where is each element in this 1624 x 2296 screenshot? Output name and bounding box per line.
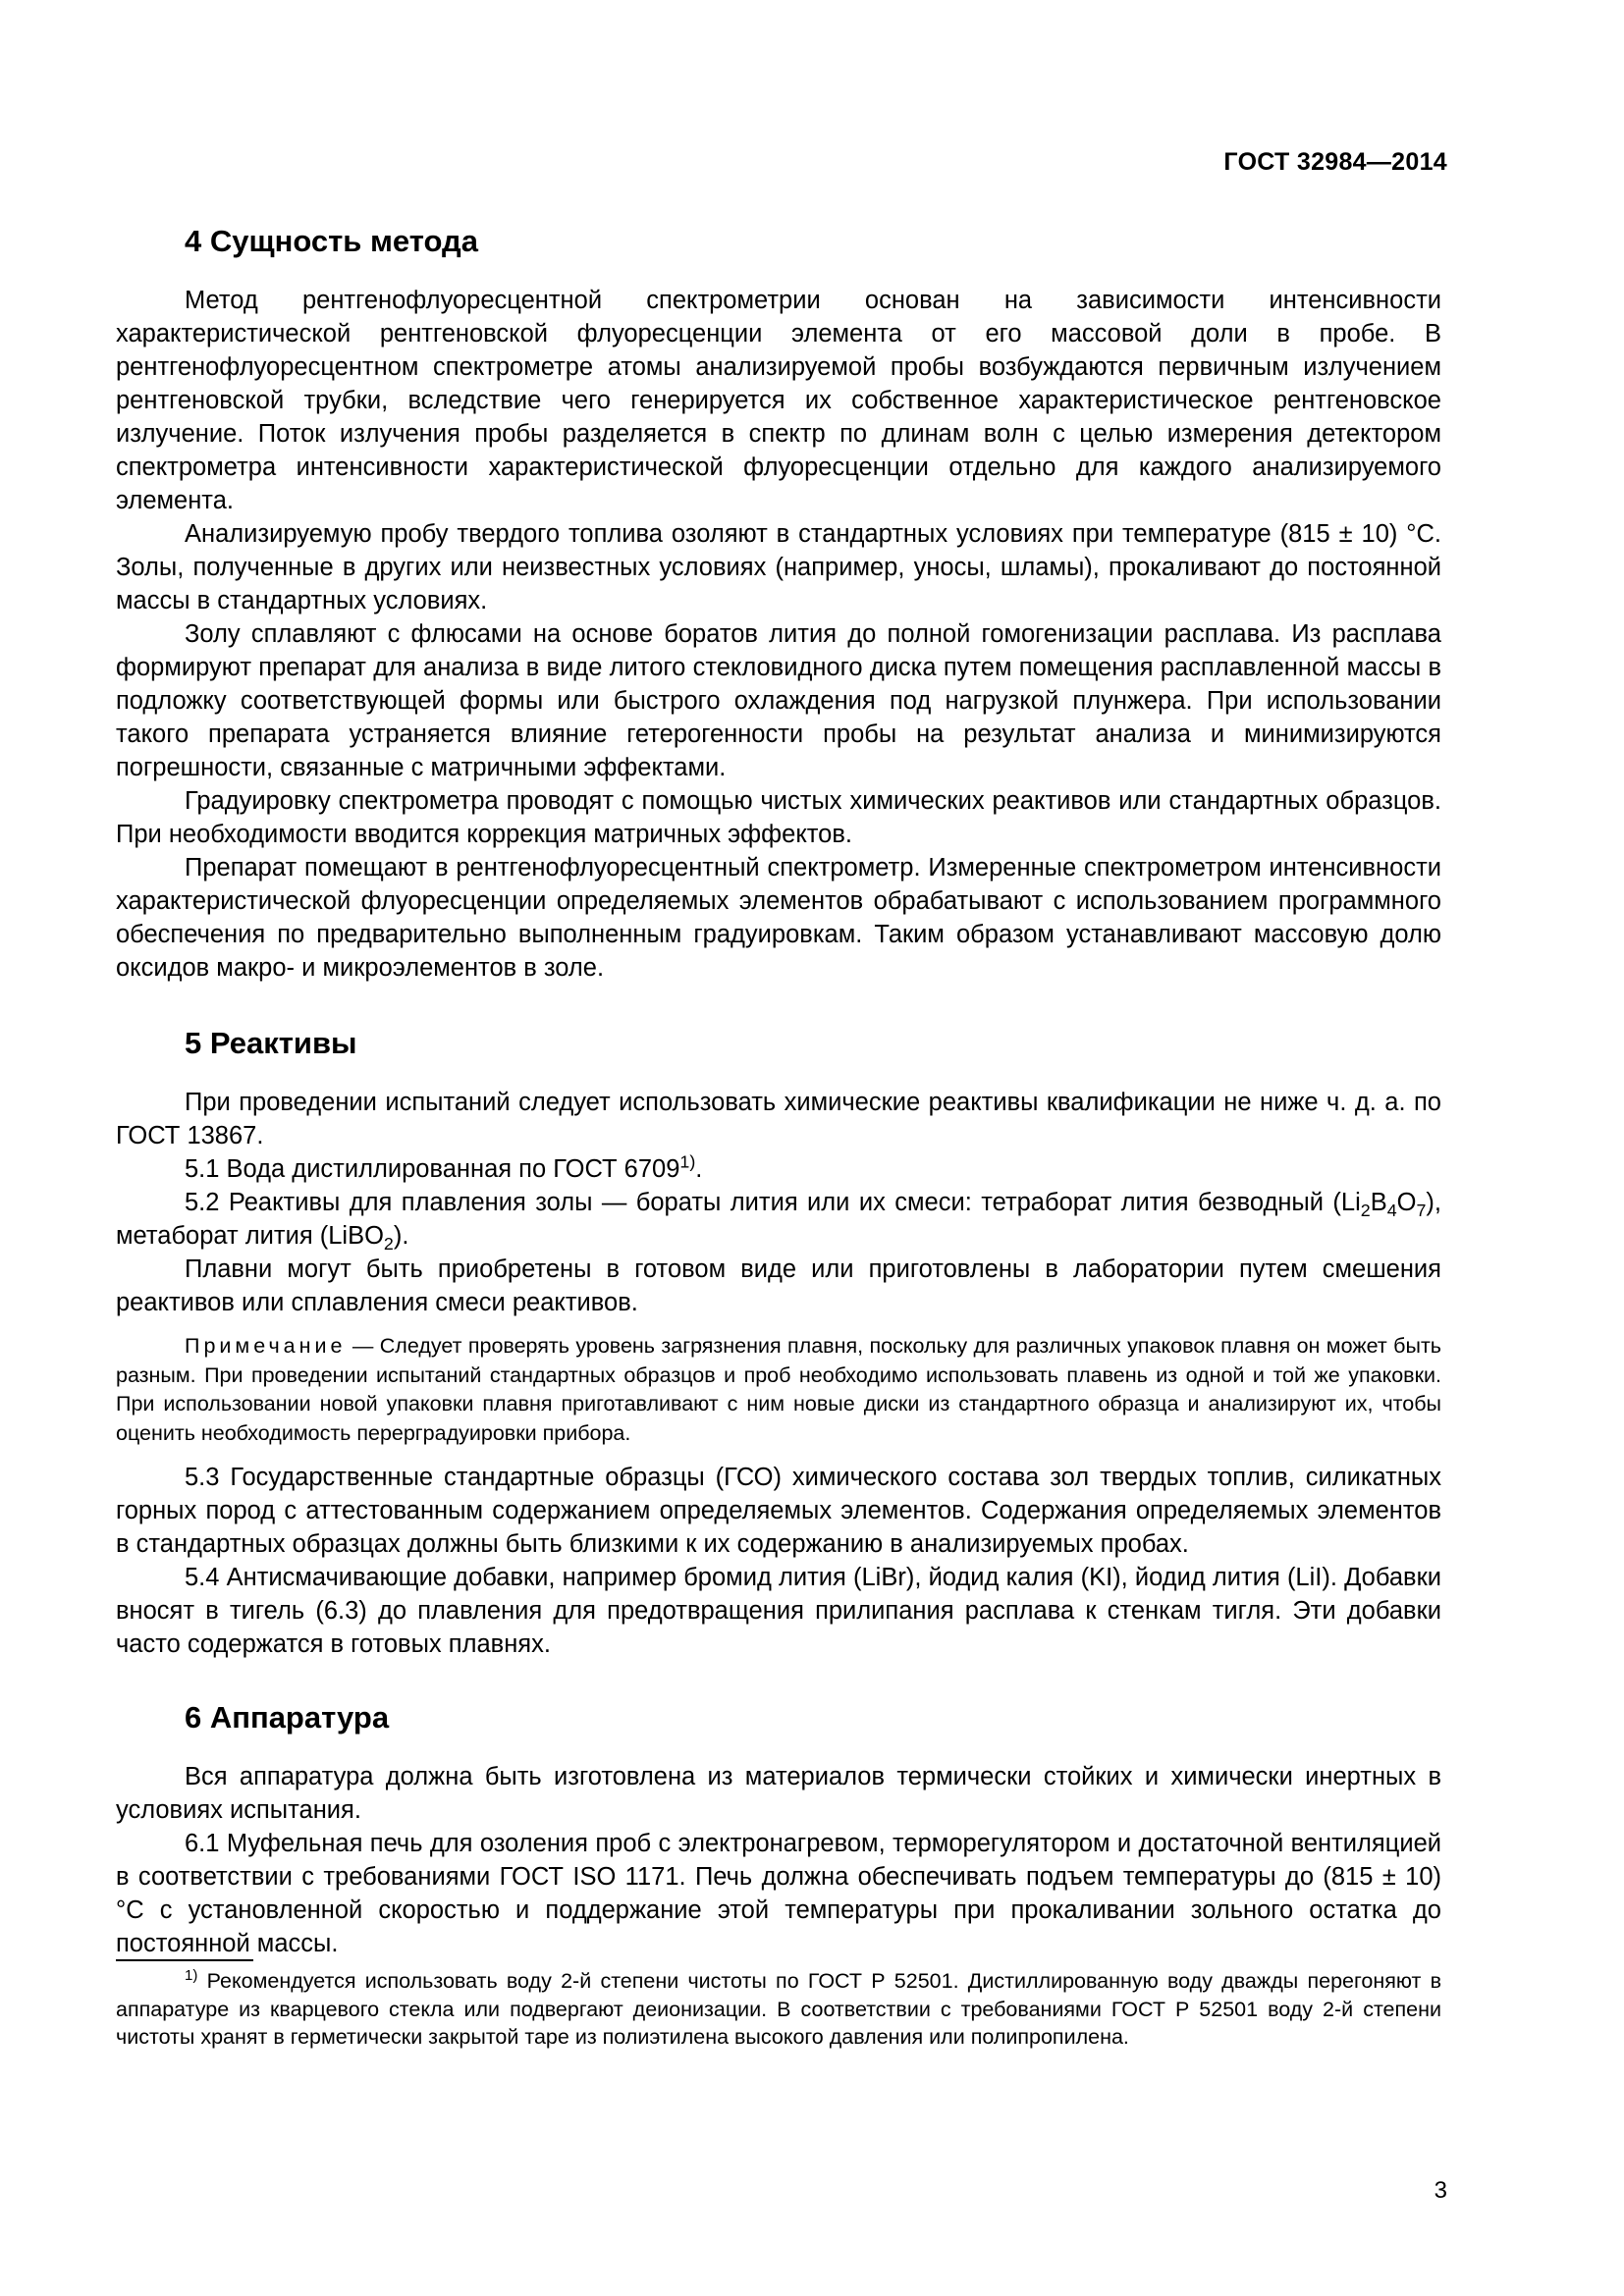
note-label: Примечание <box>185 1334 347 1358</box>
item-5-4: 5.4 Антисмачивающие добавки, например бромид лития (LiBr), йодид калия (KI), йодид лития (LiI). Добавки вносят в тигель (6.3) до плавления для предотвращения прилипания расплава к стенкам тигля. Эти добавки часто содержатся в готовых плавнях. <box>116 1564 1441 1658</box>
document-code-header: ГОСТ 32984—2014 <box>1223 148 1447 176</box>
section-4-paragraph-3: Золу сплавляют с флюсами на основе боратов лития до полной гомогенизации расплава. Из расплава формируют препарат для анализа в виде литого стекловидного диска путем помещения расплавленной массы в подложку соответствующей формы или быстрого охлаждения под нагрузкой плунжера. При использовании такого препарата устраняется влияние гетерогенности пробы на результат анализа и минимизируются погрешности, связанные с матричными эффектами. <box>116 620 1441 781</box>
page-number: 3 <box>1434 2177 1447 2204</box>
main-content <box>116 222 1441 1960</box>
footnote-1 <box>116 1967 1441 2052</box>
subscript: 7 <box>1416 1201 1427 1221</box>
subscript: 4 <box>1386 1201 1397 1221</box>
footnotes-area <box>116 1959 1441 2052</box>
footnote-divider <box>116 1959 253 1961</box>
item-5-1-text: 5.1 Вода дистиллированная по ГОСТ 6709 <box>185 1155 680 1183</box>
item-6-1: 6.1 Муфельная печь для озоления проб с электронагревом, терморегулятором и достаточной вентиляцией в соответствии с требованиями ГОСТ ISO 1171. Печь должна обеспечивать подъем температуры до (815 ± 10) °С с установленной скоростью и поддержание этой температуры при прокаливании зольного остатка до постоянной массы. <box>116 1830 1441 1957</box>
fluxes-paragraph: Плавни могут быть приобретены в готовом виде или приготовлены в лаборатории путем смешения реактивов или сплавления смеси реактивов. <box>116 1255 1441 1316</box>
item-5-1 <box>116 1152 1441 1186</box>
item-5-1-end: . <box>695 1155 703 1183</box>
section-4-paragraph-5: Препарат помещают в рентгенофлуоресцентный спектрометр. Измеренные спектрометром интенсивности характеристической флуоресценции определяемых элементов обрабатывают с использованием программного обеспечения по предварительно выполненным градуировкам. Таким образом устанавливают массовую долю оксидов макро- и микроэлементов в золе. <box>116 854 1441 982</box>
subscript: 2 <box>383 1234 394 1255</box>
section-5-intro: При проведении испытаний следует использовать химические реактивы квалификации не ниже ч. д. а. по ГОСТ 13867. <box>116 1089 1441 1149</box>
section-6-heading: 6 Аппаратура <box>185 1700 390 1735</box>
section-4-paragraph-4: Градуировку спектрометра проводят с помощью чистых химических реактивов или стандартных образцов. При необходимости вводится коррекция матричных эффектов. <box>116 787 1441 848</box>
item-5-2 <box>116 1186 1441 1253</box>
section-4-paragraph-2: Анализируемую пробу твердого топлива озоляют в стандартных условиях при температуре (815 ± 10) °С. Золы, полученные в других или неизвестных условиях (например, уносы, шламы), прокаливают до постоянной массы в стандартных условиях. <box>116 520 1441 614</box>
note-block <box>116 1332 1441 1448</box>
item-5-2-part-e: ). <box>393 1222 409 1250</box>
item-5-2-part-d: ), метаборат лития (LiBO <box>116 1189 1441 1250</box>
subscript: 2 <box>1360 1201 1371 1221</box>
section-4-paragraph-1: Метод рентгенофлуоресцентной спектрометрии основан на зависимости интенсивности характеристической рентгеновской флуоресценции элемента от его массовой доли в пробе. В рентгенофлуоресцентном спектрометре атомы анализируемой пробы возбуждаются первичным излучением рентгеновской трубки, вследствие чего генерируется их собственное характеристическое рентгеновское излучение. Поток излучения пробы разделяется в спектр по длинам волн с целью измерения детектором спектрометра интенсивности характеристической флуоресценции отдельно для каждого анализируемого элемента. <box>116 287 1441 514</box>
footnote-text: Рекомендуется использовать воду 2-й степени чистоты по ГОСТ Р 52501. Дистиллированную воду дважды перегоняют в аппаратуре из кварцевого стекла или подвергают деионизации. В соответствии с требованиями ГОСТ Р 52501 воду 2-й степени чистоты хранят в герметически закрытой таре из полиэтилена высокого давления или полипропилена. <box>116 1969 1441 2049</box>
item-5-2-part-a: 5.2 Реактивы для плавления золы — бораты лития или их смеси: тетраборат лития безводный (Li <box>185 1189 1361 1216</box>
item-5-3: 5.3 Государственные стандартные образцы (ГСО) химического состава зол твердых топлив, силикатных горных пород с аттестованным содержанием определяемых элементов. Содержания определяемых элементов в стандартных образцах должны быть близкими к их содержанию в анализируемых пробах. <box>116 1464 1441 1558</box>
footnote-reference: 1) <box>679 1151 696 1172</box>
section-4-heading: 4 Сущность метода <box>185 224 478 258</box>
item-5-2-part-c: O <box>1396 1189 1417 1216</box>
footnote-mark: 1) <box>185 1966 198 1984</box>
item-5-2-part-b: B <box>1370 1189 1387 1216</box>
section-6-intro: Вся аппаратура должна быть изготовлена из материалов термически стойких и химически инертных в условиях испытания. <box>116 1763 1441 1824</box>
section-5-heading: 5 Реактивы <box>185 1026 357 1060</box>
note-text: — Следует проверять уровень загрязнения плавня, поскольку для различных упаковок плавня он может быть разным. При проведении испытаний стандартных образцов и проб необходимо использовать плавень из одной и той же упаковки. При использовании новой упаковки плавня приготавливают с ним новые диски из стандартного образца и анализируют их, чтобы оценить необходимость перерградуировки прибора. <box>116 1334 1441 1445</box>
